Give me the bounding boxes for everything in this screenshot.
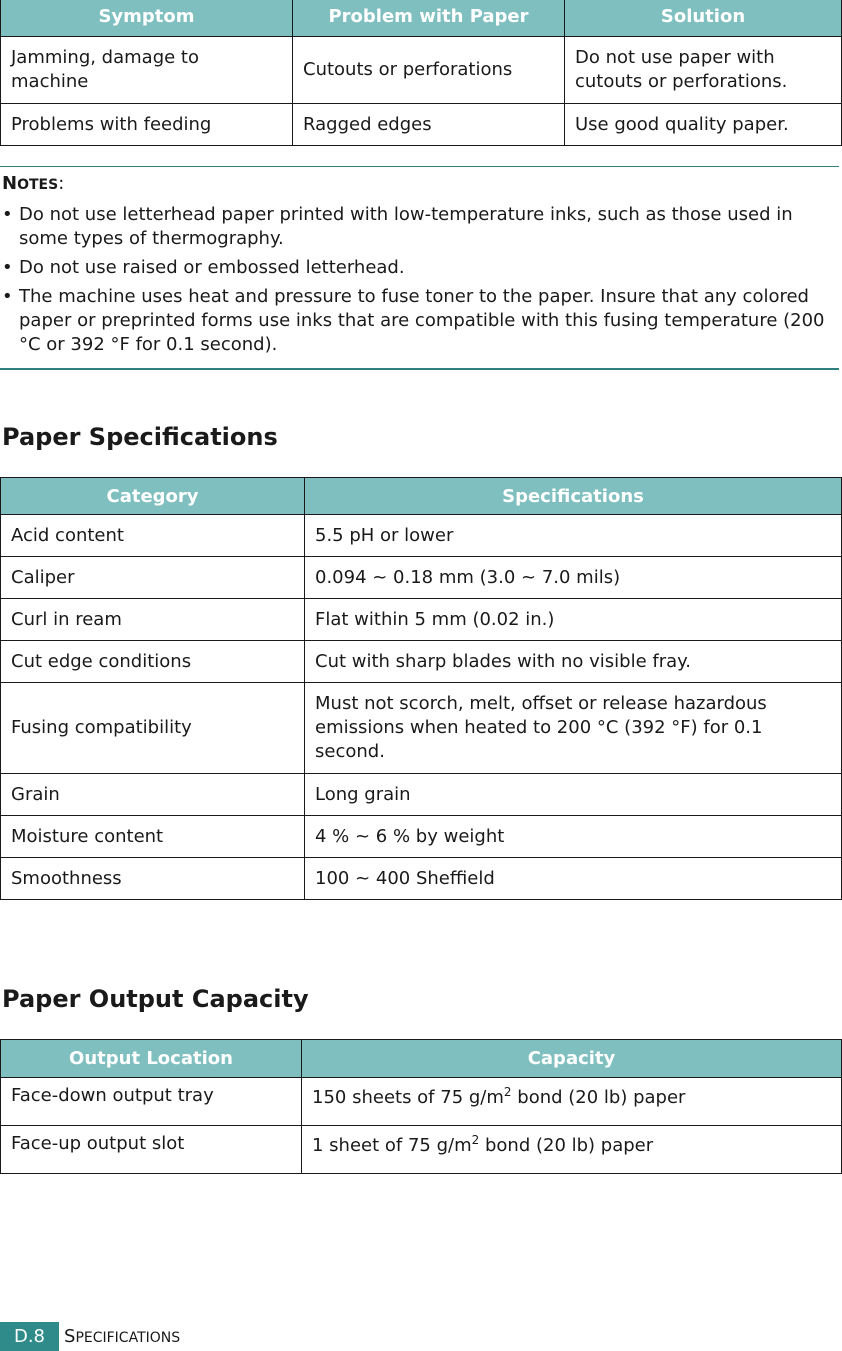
notes-title-rest: OTES (17, 177, 59, 193)
table-header-row (1, 1040, 842, 1078)
section-name-rest: PECIFICATIONS (75, 1330, 181, 1346)
table-cell (302, 1078, 842, 1126)
table-header-row (1, 478, 842, 515)
table-cell: Cut edge conditions (1, 641, 305, 683)
section-name-initial: S (64, 1326, 76, 1347)
list-item (2, 285, 838, 357)
capacity-text: 1 sheet of 75 g/m (312, 1135, 472, 1156)
bullet-icon: • (2, 257, 13, 278)
table-row (1, 37, 842, 104)
superscript: 2 (503, 1085, 512, 1099)
header-solution: Solution (565, 0, 842, 37)
table-row (1, 104, 842, 146)
table-cell (302, 1126, 842, 1174)
capacity-text-rest: bond (20 lb) paper (511, 1087, 686, 1108)
header-symptom: Symptom (1, 0, 293, 37)
table-cell: Must not scorch, melt, offset or release hazardous emissions when heated to 200 °C (392 °F) for 0.1 second. (305, 683, 842, 774)
page-number: D.8 (0, 1322, 59, 1351)
table-cell: Fusing compatibility (1, 683, 305, 774)
paper-output-capacity-table (0, 1039, 842, 1174)
table-row (1, 1078, 842, 1126)
table-row (1, 858, 842, 900)
table-cell: Moisture content (1, 816, 305, 858)
notes-title-colon: : (58, 173, 65, 194)
header-category: Category (1, 478, 305, 515)
table-cell: Grain (1, 774, 305, 816)
table-cell: Do not use paper with cutouts or perforations. (565, 37, 842, 104)
table-cell: Face-down output tray (1, 1078, 302, 1126)
table-row (1, 683, 842, 774)
table-cell: Use good quality paper. (565, 104, 842, 146)
table-cell: 5.5 pH or lower (305, 515, 842, 557)
header-capacity: Capacity (302, 1040, 842, 1078)
table-row (1, 515, 842, 557)
table-cell: Problems with feeding (1, 104, 293, 146)
list-item (2, 203, 838, 251)
table-cell: Cutouts or perforations (293, 37, 565, 104)
list-item (2, 256, 838, 280)
notes-list (2, 203, 838, 357)
notes-title-initial: N (2, 173, 18, 194)
table-row (1, 599, 842, 641)
header-specifications: Specifications (305, 478, 842, 515)
notes-bottom-divider (0, 368, 839, 370)
paper-specifications-heading: Paper Specifications (2, 423, 278, 451)
table-cell: Curl in ream (1, 599, 305, 641)
capacity-text: 150 sheets of 75 g/m (312, 1087, 504, 1108)
paper-specifications-table (0, 477, 842, 900)
table-cell: Caliper (1, 557, 305, 599)
header-output-location: Output Location (1, 1040, 302, 1078)
table-header-row (1, 0, 842, 37)
table-cell: Smoothness (1, 858, 305, 900)
notes-block (2, 172, 838, 362)
table-cell: 0.094 ~ 0.18 mm (3.0 ~ 7.0 mils) (305, 557, 842, 599)
table-cell: Ragged edges (293, 104, 565, 146)
table-row (1, 1126, 842, 1174)
notes-top-divider (0, 166, 839, 167)
bullet-icon: • (2, 204, 13, 225)
table-cell: Face-up output slot (1, 1126, 302, 1174)
table-cell: Flat within 5 mm (0.02 in.) (305, 599, 842, 641)
paper-output-capacity-heading: Paper Output Capacity (2, 985, 309, 1013)
table-row (1, 774, 842, 816)
table-cell: 4 % ~ 6 % by weight (305, 816, 842, 858)
table-cell: 100 ~ 400 Sheffield (305, 858, 842, 900)
table-cell: Cut with sharp blades with no visible fray. (305, 641, 842, 683)
table-row (1, 557, 842, 599)
table-cell: Jamming, damage to machine (1, 37, 293, 104)
superscript: 2 (471, 1133, 480, 1147)
notes-title (2, 172, 838, 197)
capacity-text-rest: bond (20 lb) paper (479, 1135, 654, 1156)
table-cell: Acid content (1, 515, 305, 557)
section-name (64, 1326, 180, 1347)
header-problem-with-paper: Problem with Paper (293, 0, 565, 37)
paper-problems-table (0, 0, 842, 146)
bullet-icon: • (2, 286, 13, 307)
note-text: The machine uses heat and pressure to fuse toner to the paper. Insure that any colored paper or preprinted forms use inks that are compatible with this fusing temperature (200 °C or 392 °F for 0.1 second). (19, 286, 825, 355)
table-row (1, 816, 842, 858)
table-row (1, 641, 842, 683)
table-cell: Long grain (305, 774, 842, 816)
note-text: Do not use raised or embossed letterhead. (19, 257, 405, 278)
note-text: Do not use letterhead paper printed with low-temperature inks, such as those used in some types of thermography. (19, 204, 793, 249)
